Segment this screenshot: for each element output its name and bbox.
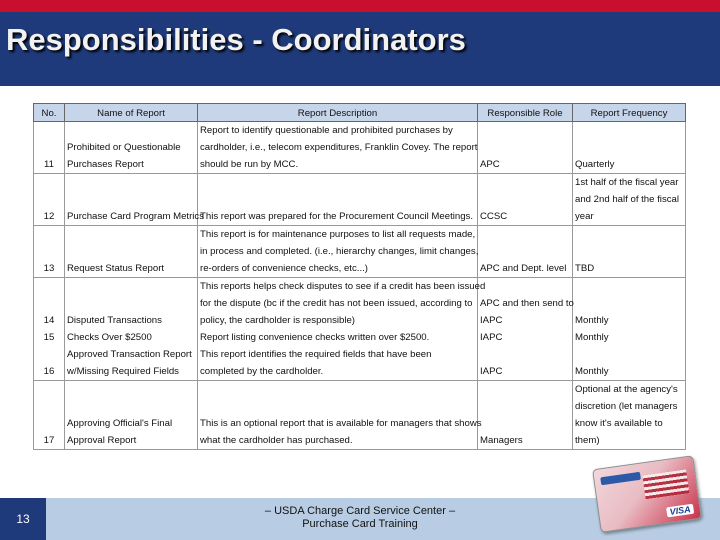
table-row <box>34 278 686 347</box>
report-description: This report was prepared for the Procurement Council Meetings. <box>198 174 478 226</box>
report-name: Approved Transaction Report w/Missing Required Fields <box>65 346 198 381</box>
report-name: Prohibited or Questionable Purchases Report <box>65 122 198 174</box>
responsible-role: APC <box>478 122 573 174</box>
report-frequency: 1st half of the fiscal year and 2nd half of the fiscal year <box>573 174 686 226</box>
slide-title: Responsibilities - Coordinators <box>6 22 466 57</box>
header-description: Report Description <box>198 104 478 122</box>
report-frequency: Monthly Monthly <box>573 278 686 347</box>
responsible-role: IAPC <box>478 346 573 381</box>
report-frequency: Quarterly <box>573 122 686 174</box>
report-frequency: TBD <box>573 226 686 278</box>
responsible-role: APC and then send to IAPC IAPC <box>478 278 573 347</box>
table-row <box>34 381 686 450</box>
table-header-row <box>34 104 686 122</box>
report-name: Disputed Transactions Checks Over $2500 <box>65 278 198 347</box>
footer-text <box>230 505 490 531</box>
report-name: Request Status Report <box>65 226 198 278</box>
footer-line-1: – USDA Charge Card Service Center – <box>264 505 456 517</box>
table-row <box>34 174 686 226</box>
report-name: Approving Official's Final Approval Report <box>65 381 198 450</box>
header-no: No. <box>34 104 65 122</box>
report-frequency: Optional at the agency's discretion (let managers know it's available to them) <box>573 381 686 450</box>
row-number: 11 <box>34 122 65 174</box>
row-number: 12 <box>34 174 65 226</box>
report-frequency: Monthly <box>573 346 686 381</box>
report-description: This report is for maintenance purposes to list all requests made, in process and completed. (i.e., hierarchy changes, limit changes, re-orders of convenience checks, etc...) <box>198 226 478 278</box>
table-row <box>34 346 686 381</box>
table-row <box>34 122 686 174</box>
card-header-stripe <box>600 472 641 485</box>
report-description: This is an optional report that is available for managers that shows what the cardholder has purchased. <box>198 381 478 450</box>
row-number: 13 <box>34 226 65 278</box>
row-number: 14 15 <box>34 278 65 347</box>
header-role: Responsible Role <box>478 104 573 122</box>
page-number: 13 <box>16 512 30 526</box>
report-description: This report identifies the required fields that have been completed by the cardholder. <box>198 346 478 381</box>
header-name: Name of Report <box>65 104 198 122</box>
flag-graphic <box>642 469 689 499</box>
row-number: 16 <box>34 346 65 381</box>
responsible-role: CCSC <box>478 174 573 226</box>
report-table <box>33 103 685 450</box>
report-description: Report to identify questionable and prohibited purchases by cardholder, i.e., telecom expenditures, Franklin Covey. The report should be run by MCC. <box>198 122 478 174</box>
report-name: Purchase Card Program Metrics <box>65 174 198 226</box>
table-row <box>34 226 686 278</box>
header-frequency: Report Frequency <box>573 104 686 122</box>
responsible-role: Managers <box>478 381 573 450</box>
visa-logo: VISA <box>666 504 694 518</box>
row-number: 17 <box>34 381 65 450</box>
top-accent-strip <box>0 0 720 12</box>
responsible-role: APC and Dept. level <box>478 226 573 278</box>
report-description: This reports helps check disputes to see if a credit has been issued for the dispute (bc if the credit has not been issued, according to policy, the cardholder is responsible) Report listing convenience checks written over $2500. <box>198 278 478 347</box>
footer-line-2: Purchase Card Training <box>302 518 418 530</box>
